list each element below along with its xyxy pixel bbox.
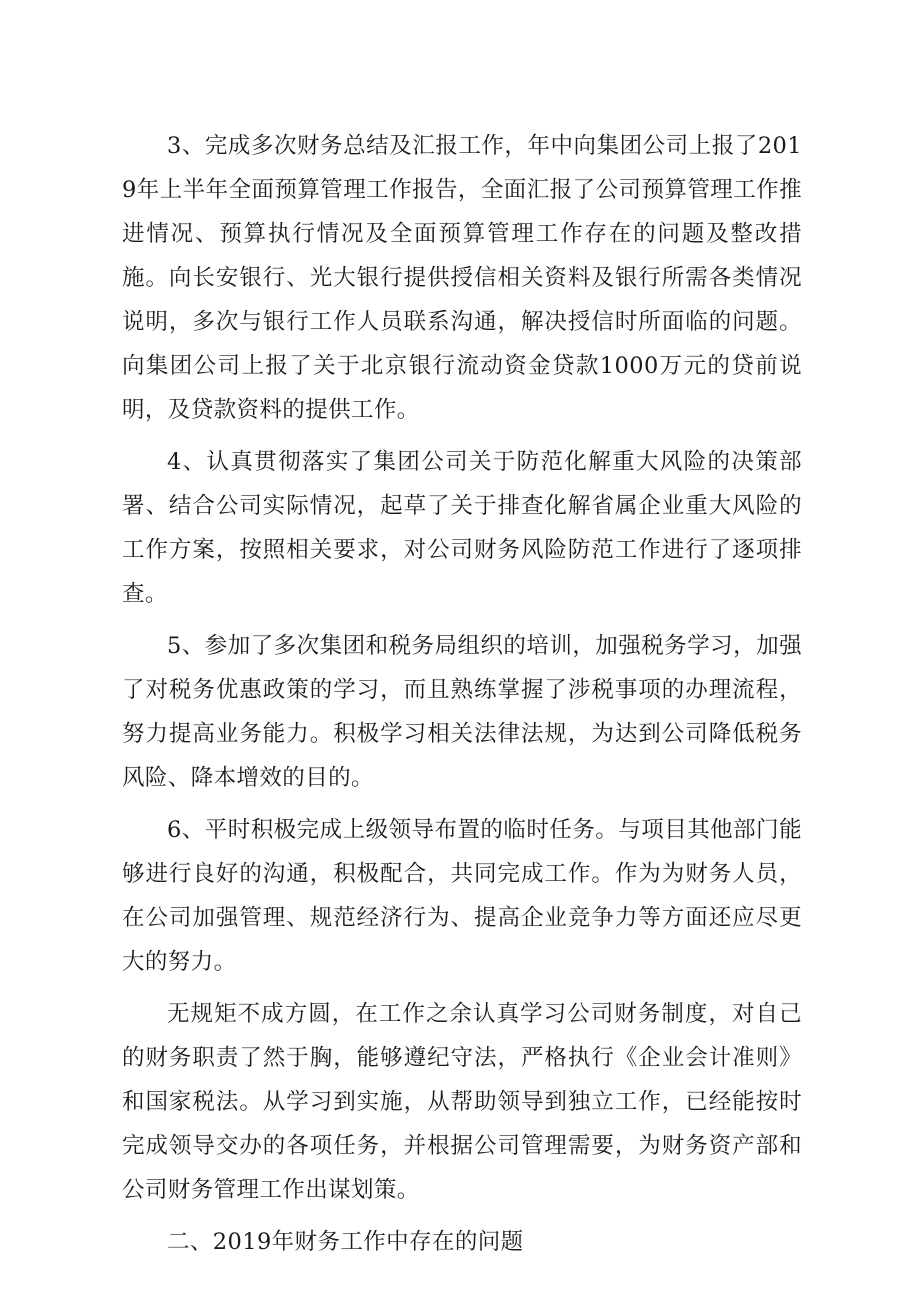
section-heading-problems: 二、2019年财务工作中存在的问题 [167, 1229, 524, 1255]
paragraph-item-6: 6、平时积极完成上级领导布置的临时任务。与项目其他部门能够进行良好的沟通，积极配合，共同完成工作。作为为财务人员，在公司加强管理、规范经济行为、提高企业竞争力等方面还应尽更大的努力。 [122, 817, 802, 975]
paragraph-item-3: 3、完成多次财务总结及汇报工作，年中向集团公司上报了2019年上半年全面预算管理工作报告，全面汇报了公司预算管理工作推进情况、预算执行情况及全面预算管理工作存在的问题及整改措施。向长安银行、光大银行提供授信相关资料及银行所需各类情况说明，多次与银行工作人员联系沟通，解决授信时所面临的问题。向集团公司上报了关于北京银行流动资金贷款1000万元的贷前说明，及贷款资料的提供工作。 [122, 133, 802, 423]
document-body [122, 124, 802, 1272]
paragraph-item-5: 5、参加了多次集团和税务局组织的培训，加强税务学习，加强了对税务优惠政策的学习，而且熟练掌握了涉税事项的办理流程，努力提高业务能力。积极学习相关法律法规，为达到公司降低税务风险、降本增效的目的。 [122, 633, 802, 791]
paragraph-item-4: 4、认真贯彻落实了集团公司关于防范化解重大风险的决策部署、结合公司实际情况，起草了关于排查化解省属企业重大风险的工作方案，按照相关要求，对公司财务风险防范工作进行了逐项排查。 [122, 449, 802, 607]
paragraph-summary: 无规矩不成方圆，在工作之余认真学习公司财务制度，对自己的财务职责了然于胸，能够遵纪守法，严格执行《企业会计准则》和国家税法。从学习到实施，从帮助领导到独立工作，已经能按时完成领导交办的各项任务，并根据公司管理需要，为财务资产部和公司财务管理工作出谋划策。 [122, 1001, 802, 1203]
